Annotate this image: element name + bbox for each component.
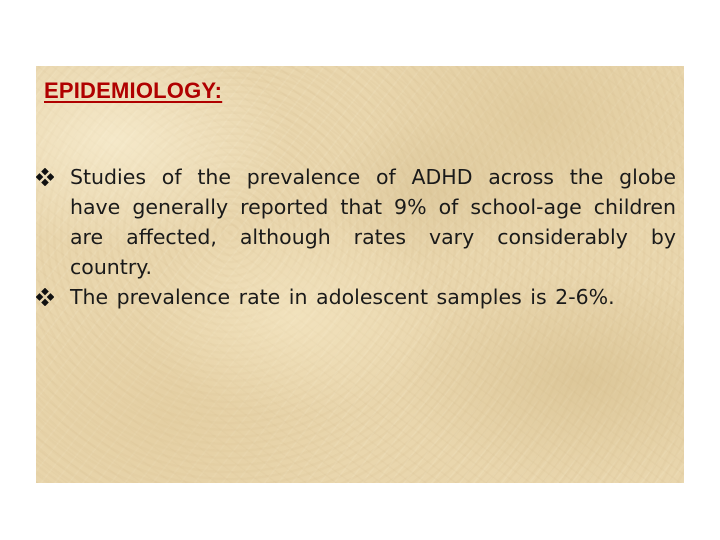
slide-title: EPIDEMIOLOGY: (44, 78, 223, 103)
diamond-bullet-icon (36, 168, 54, 186)
diamond-bullet-icon (36, 288, 54, 306)
parchment-panel (36, 66, 684, 483)
bullet-text: Studies of the prevalence of ADHD across the globe have generally reported that 9% of school-age children are affected, although rates vary considerably by country. (70, 165, 676, 279)
bullet-list (36, 162, 676, 312)
bullet-item (36, 282, 676, 312)
bullet-text: The prevalence rate in adolescent samples is 2-6%. (70, 285, 615, 309)
bullet-item (36, 162, 676, 282)
